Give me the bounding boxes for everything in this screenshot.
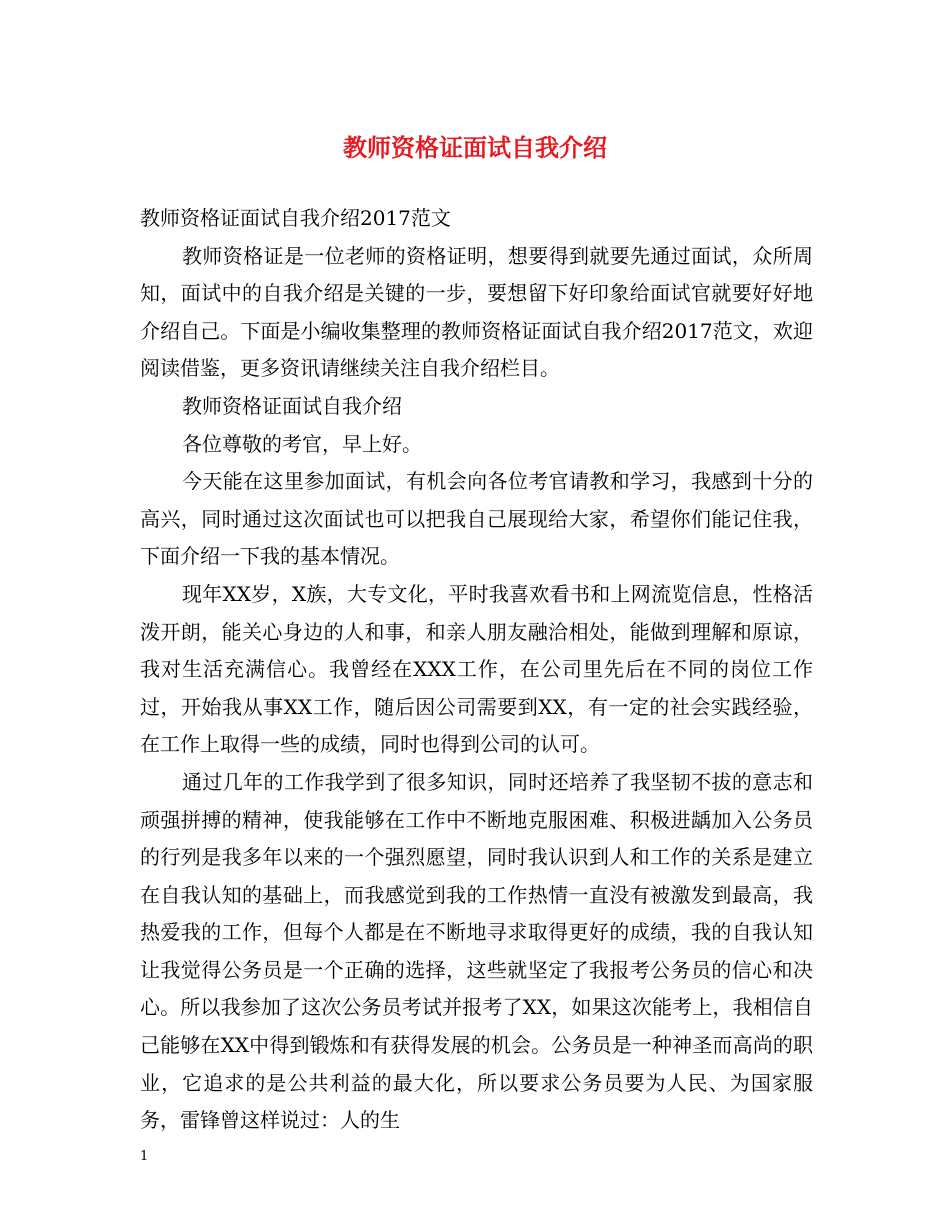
page-number: 1 [140, 1149, 149, 1164]
section-heading: 教师资格证面试自我介绍 [182, 393, 402, 418]
greeting-paragraph: 各位尊敬的考官，早上好。 [182, 431, 422, 456]
intro-paragraph: 教师资格证是一位老师的资格证明，想要得到就要先通过面试，众所周知，面试中的自我介绍是关键的一步，要想留下好印象给面试官就要好好地介绍自己。下面是小编收集整理的教师资格证面试自我介绍2017范文，欢迎阅读借鉴，更多资讯请继续关注自我介绍栏目。 [140, 243, 813, 381]
body-paragraph: 今天能在这里参加面试，有机会向各位考官请教和学习，我感到十分的高兴，同时通过这次面试也可以把我自己展现给大家，希望你们能记住我，下面介绍一下我的基本情况。 [140, 469, 813, 569]
body-paragraph: 现年XX岁，X族，大专文化，平时我喜欢看书和上网流览信息，性格活泼开朗，能关心身边的人和事，和亲人朋友融洽相处，能做到理解和原谅，我对生活充满信心。我曾经在XXX工作，在公司里先后在不同的岗位工作过，开始我从事XX工作，随后因公司需要到XX，有一定的社会实践经验，在工作上取得一些的成绩，同时也得到公司的认可。 [140, 581, 813, 757]
document-title: 教师资格证面试自我介绍 [343, 133, 607, 162]
document-body [140, 200, 813, 1140]
document-subtitle: 教师资格证面试自我介绍2017范文 [140, 206, 451, 230]
body-paragraph: 通过几年的工作我学到了很多知识，同时还培养了我坚韧不拔的意志和顽强拼搏的精神，使我能够在工作中不断地克服困难、积极进龋加入公务员的行列是我多年以来的一个强烈愿望，同时我认识到人和工作的关系是建立在自我认知的基础上，而我感觉到我的工作热情一直没有被激发到最高，我热爱我的工作，但每个人都是在不断地寻求取得更好的成绩，我的自我认知让我觉得公务员是一个正确的选择，这些就坚定了我报考公务员的信心和决心。所以我参加了这次公务员考试并报考了XX，如果这次能考上，我相信自己能够在XX中得到锻炼和有获得发展的机会。公务员是一种神圣而高尚的职业，它追求的是公共利益的最大化，所以要求公务员要为人民、为国家服务，雷锋曾这样说过：人的生 [140, 769, 813, 1133]
